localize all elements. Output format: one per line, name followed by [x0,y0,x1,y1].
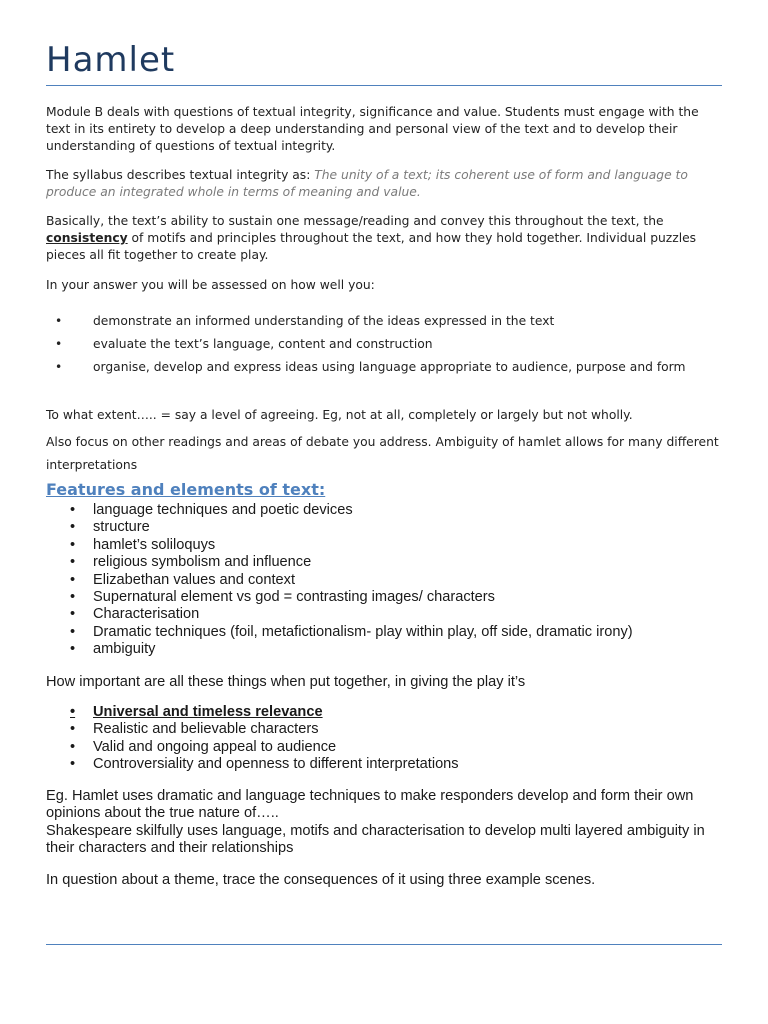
features-heading: Features and elements of text: [46,480,326,499]
list-item-text: Valid and ongoing appeal to audience [93,738,337,755]
list-item-text: Characterisation [93,606,200,623]
list-item-text: organise, develop and express ideas using language appropriate to audience, purpose and form [93,360,686,374]
syllabus-paragraph [46,167,726,201]
list-item [46,589,736,606]
syllabus-lead: The syllabus describes textual integrity as: [46,168,315,182]
list-item [46,606,736,623]
importance-line: How important are all these things when put together, in giving the play it’s [46,674,526,690]
list-item [46,313,736,336]
consistency-emphasis: consistency [46,231,128,245]
list-item-text: Elizabethan values and context [93,571,296,588]
list-item-text: hamlet’s soliloquys [93,536,216,553]
bullet-icon: • [70,571,76,588]
list-item-text: ambiguity [93,641,156,658]
extent-line: To what extent….. = say a level of agreeing. Eg, not at all, completely or largely but not wholly. [46,408,633,422]
features-list [46,502,736,659]
list-item [46,572,736,589]
example-paragraph-2: Shakespeare skilfully uses language, motifs and characterisation to develop multi layered ambiguity in their characters and their relationships [46,823,705,857]
bullet-icon: • [70,554,76,571]
bullet-icon: • [55,337,63,351]
bullet-icon: • [70,536,76,553]
list-item [46,721,736,738]
list-item [46,624,736,641]
bullet-icon: • [70,704,76,720]
list-item-text: Controversiality and openness to different interpretations [93,756,459,773]
list-item-text: religious symbolism and influence [93,554,312,571]
assessed-intro: In your answer you will be assessed on how well you: [46,278,375,292]
consistency-text-before: Basically, the text’s ability to sustain one message/reading and convey this throughout the text, the [46,214,664,228]
list-item [46,756,736,773]
syllabus-quote: The unity of a text; its coherent use of form and language to produce an integrated whole in terms of meaning and value. [46,168,688,199]
bullet-icon: • [70,641,76,658]
page-title: Hamlet [46,40,176,80]
list-item [46,537,736,554]
list-item [46,554,736,571]
list-item [46,739,736,756]
bullet-icon: • [70,519,76,536]
list-item [46,641,736,658]
consistency-paragraph [46,213,726,264]
footer-divider [46,944,722,945]
bullet-icon: • [70,588,76,605]
list-item-text: Universal and timeless relevance [93,704,323,720]
list-item [46,704,736,721]
list-item-text: demonstrate an informed understanding of the ideas expressed in the text [93,314,555,328]
bullet-icon: • [70,738,76,755]
bullet-icon: • [70,606,76,623]
qualities-list [46,704,736,774]
theme-line: In question about a theme, trace the consequences of it using three example scenes. [46,872,596,888]
intro-paragraph: Module B deals with questions of textual integrity, significance and value. Students must engage with the text in its entirety to develop a deep understanding and personal view of the text and to develop their understanding of questions of textual integrity. [46,105,699,153]
list-item-text: Realistic and believable characters [93,721,319,738]
list-item [46,519,736,536]
bullet-icon: • [55,360,63,374]
bullet-icon: • [70,756,76,773]
title-divider [46,85,722,86]
focus-line: Also focus on other readings and areas of debate you address. Ambiguity of hamlet allows for many different interpretations [46,435,719,472]
bullet-icon: • [70,623,76,640]
list-item-text: Supernatural element vs god = contrasting images/ characters [93,588,495,605]
example-paragraph-1: Eg. Hamlet uses dramatic and language techniques to make responders develop and form their own opinions about the true nature of….. [46,788,694,822]
bullet-icon: • [70,721,76,738]
list-item-text: structure [93,519,150,536]
list-item [46,359,736,382]
list-item [46,502,736,519]
list-item [46,336,736,359]
list-item-text: language techniques and poetic devices [93,502,353,518]
assessment-list [46,313,736,382]
bullet-icon: • [70,502,76,518]
bullet-icon: • [55,314,63,328]
list-item-text: Dramatic techniques (foil, metafictionalism- play within play, off side, dramatic irony) [93,623,633,640]
list-item-text: evaluate the text’s language, content and construction [93,337,433,351]
consistency-text-after: of motifs and principles throughout the text, and how they hold together. Individual puzzles pieces all fit together to create play. [46,231,697,262]
